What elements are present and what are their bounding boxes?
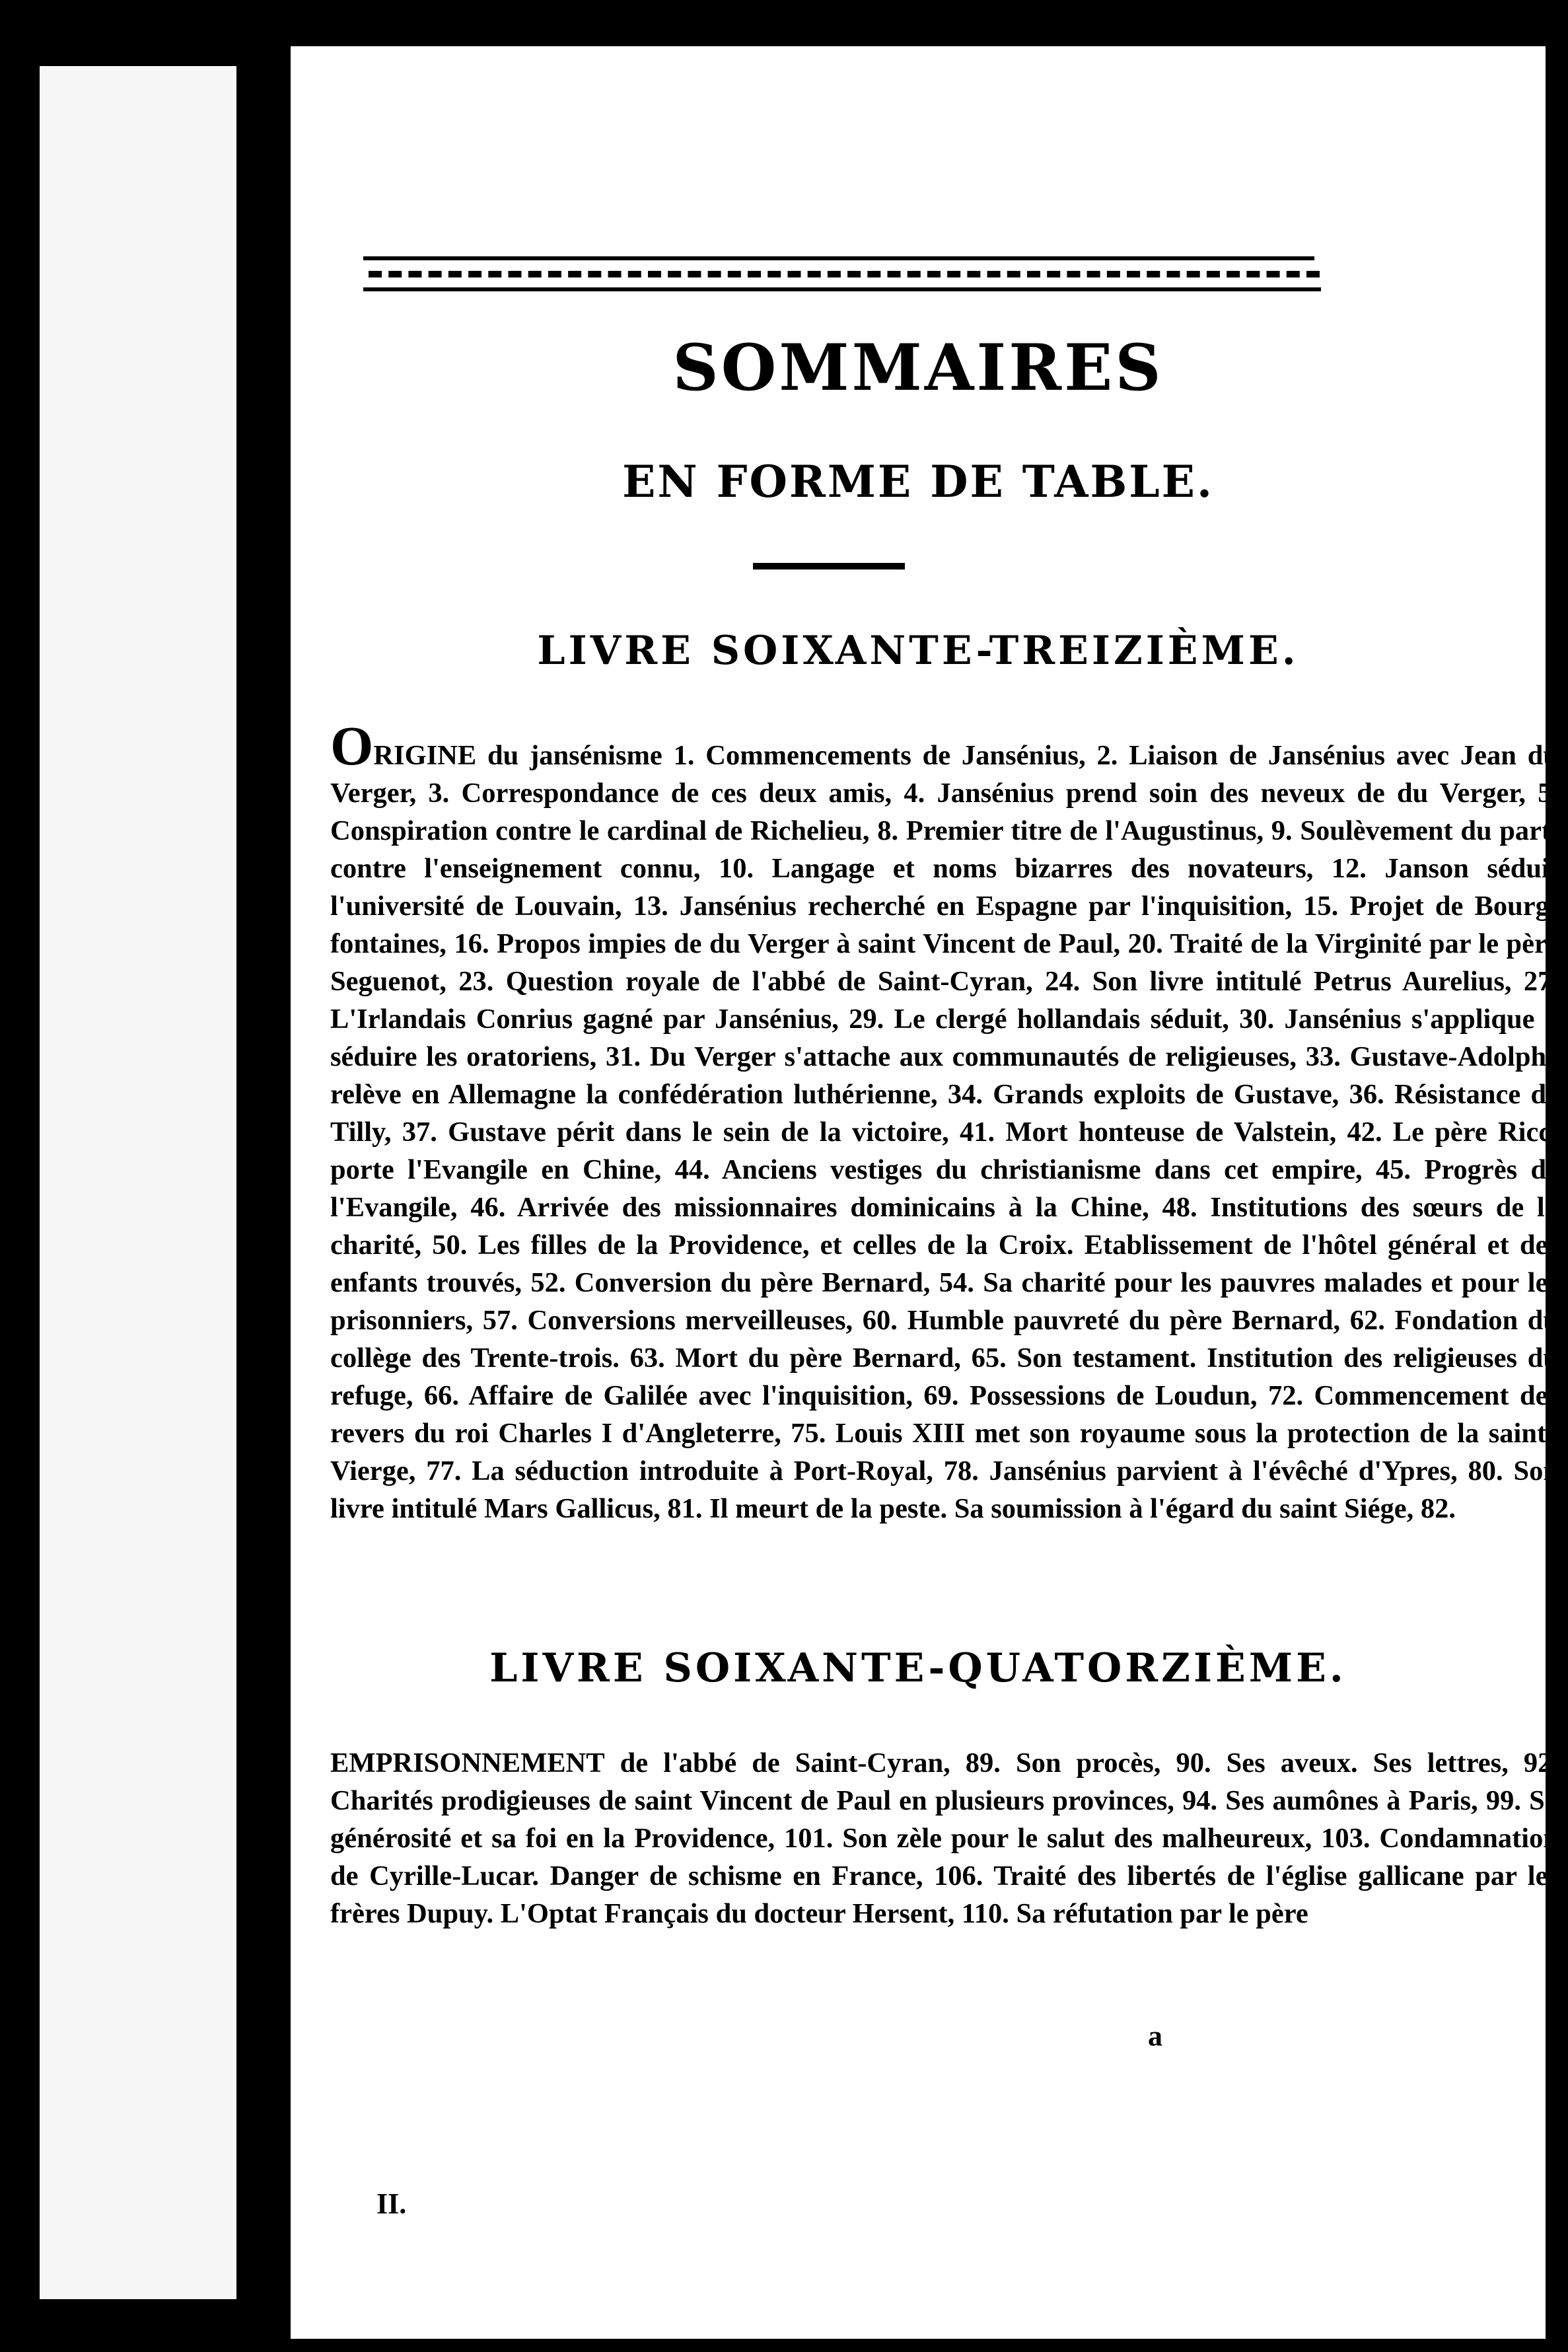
drop-cap: O xyxy=(330,716,374,777)
page xyxy=(291,46,1559,2339)
summary-text: du jansénisme 1. Commencements de Jansénius, 2. Liaison de Jansénius avec Jean du Verger, 3. Correspondance de ces deux amis, 4. Jansénius prend soin des neveux de du Verger, 5. Conspiration contre le cardinal de Richelieu, 8. Premier titre de l'Augustinus, 9. Soulèvement du parti contre l'enseignement connu, 10. Langage et noms bizarres des novateurs, 12. Janson séduit l'université de Louvain, 13. Jansénius recherché en Espagne par l'inquisition, 15. Projet de Bourg-fontaines, 16. Propos impies de du Verger à saint Vincent de Paul, 20. Traité de la Virginité par le père Seguenot, 23. Question royale de l'abbé de Saint-Cyran, 24. Son livre intitulé Petrus Aurelius, 27. L'Irlandais Conrius gagné par Jansénius, 29. Le clergé hollandais séduit, 30. Jansénius s'applique à séduire les oratoriens, 31. Du Verger s'attache aux communautés de religieuses, 33. Gustave-Adolphe relève en Allemagne la confédération luthérienne, 34. Grands exploits de Gustave, 36. Résistance de Tilly, 37. Gustave périt dans le sein de la victoire, 41. Mort honteuse de Valstein, 42. Le père Ricci porte l'Evangile en Chine, 44. Anciens vestiges du christianisme dans cet empire, 45. Progrès de l'Evangile, 46. Arrivée des missionnaires dominicains à la Chine, 48. Institutions des sœurs de la charité, 50. Les filles de la Providence, et celles de la Croix. Etablissement de l'hôtel général et des enfants trouvés, 52. Conversion du père Bernard, 54. Sa charité pour les pauvres malades et pour les prisonniers, 57. Conversions merveilleuses, 60. Humble pauvreté du père Bernard, 62. Fondation du collège des Trente-trois. 63. Mort du père Bernard, 65. Son testament. Institution des religieuses du refuge, 66. Affaire de Galilée avec l'inquisition, 69. Possessions de Loudun, 72. Commencement des revers du roi Charles I d'Angleterre, 75. Louis XIII met son royaume sous la protection de la sainte Vierge, 77. La séduction introduite à Port-Royal, 78. Jansénius parvient à l'évêché d'Ypres, 80. Son livre intitulé Mars Gallicus, 81. Il meurt de la peste. Sa soumission à l'égard du saint Siége, 82. xyxy=(330,740,1559,1524)
volume-signature: II. xyxy=(376,2187,407,2220)
page-title: SOMMAIRES xyxy=(672,330,1164,405)
summary-paragraph-73 xyxy=(330,716,1559,1527)
left-page-edge xyxy=(40,66,236,2299)
summary-text: de l'abbé de Saint-Cyran, 89. Son procès, 90. Ses aveux. Ses lettres, 92. Charités prodigieuses de saint Vincent de Paul en plusieurs provinces, 94. Ses aumônes à Paris, 99. Sa générosité et sa foi en la Providence, 101. Son zèle pour le salut des malheureux, 103. Condamnation de Cyrille-Lucar. Danger de schisme en France, 106. Traité des libertés de l'église gallicane par les frères Dupuy. L'Optat Français du docteur Hersent, 110. Sa réfutation par le père xyxy=(330,1747,1559,1929)
book-heading-74: LIVRE SOIXANTE-QUATORZIÈME. xyxy=(489,1645,1347,1691)
first-word: RIGINE xyxy=(373,740,477,771)
divider-rule xyxy=(753,563,905,570)
book-gutter xyxy=(236,0,291,2352)
book-heading-73: LIVRE SOIXANTE-TREIZIÈME. xyxy=(537,628,1299,674)
summary-paragraph-74 xyxy=(330,1744,1559,1932)
page-subtitle: EN FORME DE TABLE. xyxy=(622,456,1214,507)
gathering-mark: a xyxy=(1148,2020,1162,2052)
first-word: EMPRISONNEMENT xyxy=(330,1747,605,1779)
top-rule xyxy=(363,256,1314,260)
ornamental-rule xyxy=(369,271,1320,277)
top-rule-lower xyxy=(363,287,1321,291)
